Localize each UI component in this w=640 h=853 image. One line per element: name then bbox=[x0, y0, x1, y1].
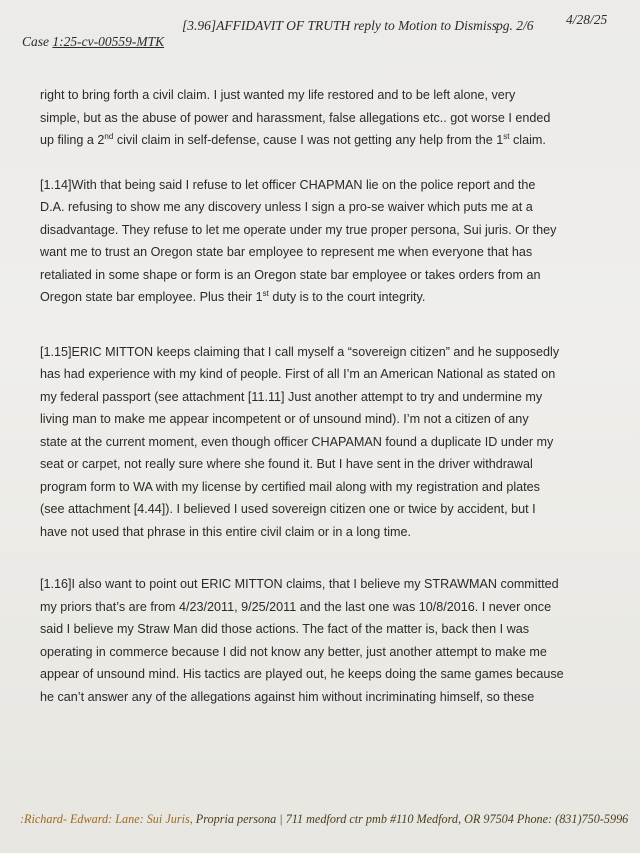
text-line: [1.16]I also want to point out ERIC MITTON claims, that I believe my STRAWMAN committed bbox=[40, 577, 559, 591]
paragraph bbox=[40, 341, 620, 544]
text-line: said I believe my Straw Man did those actions. The fact of the matter is, back then I was bbox=[40, 622, 530, 636]
text-line: he can’t answer any of the allegations against him without incriminating himself, so these bbox=[40, 689, 535, 704]
author-address: Propria persona | 711 medford ctr pmb #110 Medford, OR 97504 Phone: (831)750-5996 bbox=[192, 812, 629, 826]
case-number-value: 1:25-cv-00559-MTK bbox=[52, 34, 165, 49]
text-line: state at the current moment, even though officer CHAPAMAN found a duplicate ID under my bbox=[40, 434, 554, 449]
page-footer bbox=[20, 812, 640, 827]
text-line: operating in commerce because I did not know any better, just another attempt to make me bbox=[40, 644, 547, 659]
text-line: (see attachment [4.44]). I believed I used sovereign citizen one or twice by accident, but I bbox=[40, 502, 536, 516]
text-line: seat or carpet, not really sure where she found it. But I have sent in the driver withdrawal bbox=[40, 457, 533, 471]
page-header bbox=[0, 12, 640, 52]
document-title: [3.96]AFFIDAVIT OF TRUTH reply to Motion to Dismiss bbox=[182, 18, 498, 33]
paragraph bbox=[40, 174, 620, 309]
text-line bbox=[40, 286, 620, 309]
text-line: has had experience with my kind of people. First of all I’m an American National as stated on bbox=[40, 367, 556, 381]
text-line: disadvantage. They refuse to let me operate under my true proper persona, Sui juris. Or they bbox=[40, 222, 557, 237]
text-line: program form to WA with my license by certified mail along with my registration and plates bbox=[40, 479, 540, 494]
text-line: simple, but as the abuse of power and harassment, false allegations etc.. got worse I ended bbox=[40, 110, 551, 125]
text-line: retaliated in some shape or form is an Oregon state bar employee or takes orders from an bbox=[40, 267, 541, 282]
text-line: my federal passport (see attachment [11.11] Just another attempt to try and undermine my bbox=[40, 389, 543, 404]
text-line: [1.15]ERIC MITTON keeps claiming that I call myself a “sovereign citizen” and he supposedly bbox=[40, 344, 560, 359]
text-line bbox=[40, 129, 620, 152]
text-segment: claim. bbox=[509, 133, 546, 147]
text-line: [1.14]With that being said I refuse to let officer CHAPMAN lie on the police report and the bbox=[40, 177, 536, 192]
text-line: my priors that’s are from 4/23/2011, 9/25/2011 and the last one was 10/8/2016. I never once bbox=[40, 599, 552, 614]
text-line: have not used that phrase in this entire civil claim or in a long time. bbox=[40, 524, 412, 539]
ordinal-suffix: nd bbox=[104, 132, 114, 141]
document-date: 4/28/25 bbox=[566, 12, 608, 27]
ordinal-suffix: st bbox=[262, 289, 269, 298]
document-body bbox=[40, 84, 620, 708]
case-number bbox=[22, 34, 164, 50]
ordinal-suffix: st bbox=[503, 132, 510, 141]
text-segment: Oregon state bar employee. Plus their 1 bbox=[40, 290, 263, 304]
case-label: Case bbox=[22, 34, 53, 49]
text-segment: civil claim in self-defense, cause I was not getting any help from the 1 bbox=[113, 133, 504, 147]
page-number: pg. 2/6 bbox=[496, 18, 534, 33]
text-line: appear of unsound mind. His tactics are played out, he keeps doing the same games because bbox=[40, 667, 564, 681]
text-segment: up filing a 2 bbox=[40, 133, 105, 147]
text-line: right to bring forth a civil claim. I just wanted my life restored and to be left alone, very bbox=[40, 88, 516, 102]
text-line: want me to trust an Oregon state bar employee to represent me when everyone that has bbox=[40, 245, 533, 259]
text-line: D.A. refusing to show me any discovery unless I sign a pro-se waiver which puts me at a bbox=[40, 200, 533, 214]
paragraph bbox=[40, 573, 620, 708]
author-name: :Richard- Edward: Lane: Sui Juris, bbox=[20, 812, 193, 826]
paragraph bbox=[40, 84, 620, 152]
text-segment: duty is to the court integrity. bbox=[268, 290, 426, 304]
text-line: living man to make me appear incompetent or of unsound mind). I’m not a citizen of any bbox=[40, 412, 529, 426]
